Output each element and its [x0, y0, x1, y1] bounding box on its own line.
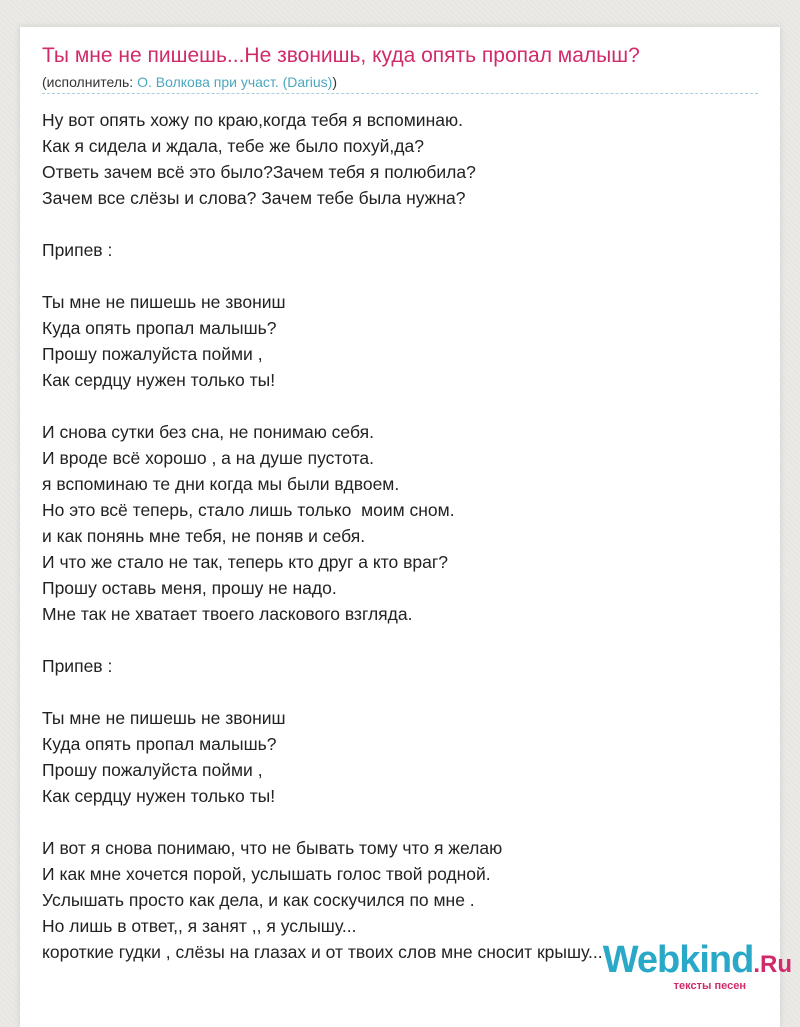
lyrics-line: Ты мне не пишешь не звониш — [42, 292, 286, 312]
lyrics-line: Прошу пожалуйста пойми , — [42, 760, 263, 780]
logo-main-text: Webkind — [602, 939, 754, 981]
song-title: Ты мне не пишешь...Не звонишь, куда опять пропал малыш? — [42, 44, 640, 67]
lyrics-line — [42, 393, 758, 419]
lyrics-line: Зачем все слёзы и слова? Зачем тебе была нужна? — [42, 188, 466, 208]
lyrics-line: Ты мне не пишешь не звониш — [42, 708, 286, 728]
lyrics-line: Куда опять пропал малышь? — [42, 734, 277, 754]
artist-prefix: (исполнитель: — [42, 74, 138, 90]
lyrics-line: Прошу пожалуйста пойми , — [42, 344, 263, 364]
lyrics-line: И снова сутки без сна, не понимаю себя. — [42, 422, 374, 442]
artist-suffix: ) — [332, 74, 338, 90]
lyrics-line: И вроде всё хорошо , а на душе пустота. — [42, 448, 374, 468]
lyrics-line: Ответь зачем всё это было?Зачем тебя я полюбила? — [42, 162, 476, 182]
lyrics-line — [42, 809, 758, 835]
lyrics-line — [42, 627, 758, 653]
logo-subtitle: тексты песен — [673, 980, 746, 992]
lyrics-line: Но лишь в ответ,, я занят ,, я услышу... — [42, 916, 357, 936]
lyrics-line — [42, 211, 758, 237]
webkind-logo[interactable] — [603, 941, 792, 992]
lyrics-line — [42, 679, 758, 705]
lyrics-line: и как понянь мне тебя, не поняв и себя. — [42, 526, 366, 546]
lyrics-line: Куда опять пропал малышь? — [42, 318, 277, 338]
lyrics-line: Припев : — [42, 240, 113, 260]
lyrics-line: И как мне хочется порой, услышать голос твой родной. — [42, 864, 491, 884]
lyrics-card — [20, 27, 780, 1027]
lyrics-line: Как сердцу нужен только ты! — [42, 370, 276, 390]
artist-line — [42, 74, 337, 90]
logo-suffix: .Ru — [753, 951, 792, 978]
logo-wordmark — [603, 941, 792, 984]
lyrics-line: Ну вот опять хожу по краю,когда тебя я вспоминаю. — [42, 110, 463, 130]
lyrics-text — [42, 107, 758, 965]
lyrics-line: Мне так не хватает твоего ласкового взгляда. — [42, 604, 413, 624]
title-divider — [42, 93, 758, 94]
lyrics-line — [42, 263, 758, 289]
lyrics-line: Прошу оставь меня, прошу не надо. — [42, 578, 337, 598]
lyrics-line: Услышать просто как дела, и как соскучился по мне . — [42, 890, 475, 910]
lyrics-line: И что же стало не так, теперь кто друг а кто враг? — [42, 552, 448, 572]
lyrics-line: Припев : — [42, 656, 113, 676]
lyrics-line: Но это всё теперь, стало лишь только моим сном. — [42, 500, 455, 520]
lyrics-line: Как сердцу нужен только ты! — [42, 786, 276, 806]
lyrics-line: короткие гудки , слёзы на глазах и от твоих слов мне сносит крышу... — [42, 942, 603, 962]
lyrics-line: Как я сидела и ждала, тебе же было похуй,да? — [42, 136, 424, 156]
lyrics-line: И вот я снова понимаю, что не бывать тому что я желаю — [42, 838, 503, 858]
lyrics-line: я вспоминаю те дни когда мы были вдвоем. — [42, 474, 400, 494]
artist-link[interactable]: О. Волкова при участ. (Darius) — [137, 74, 333, 90]
